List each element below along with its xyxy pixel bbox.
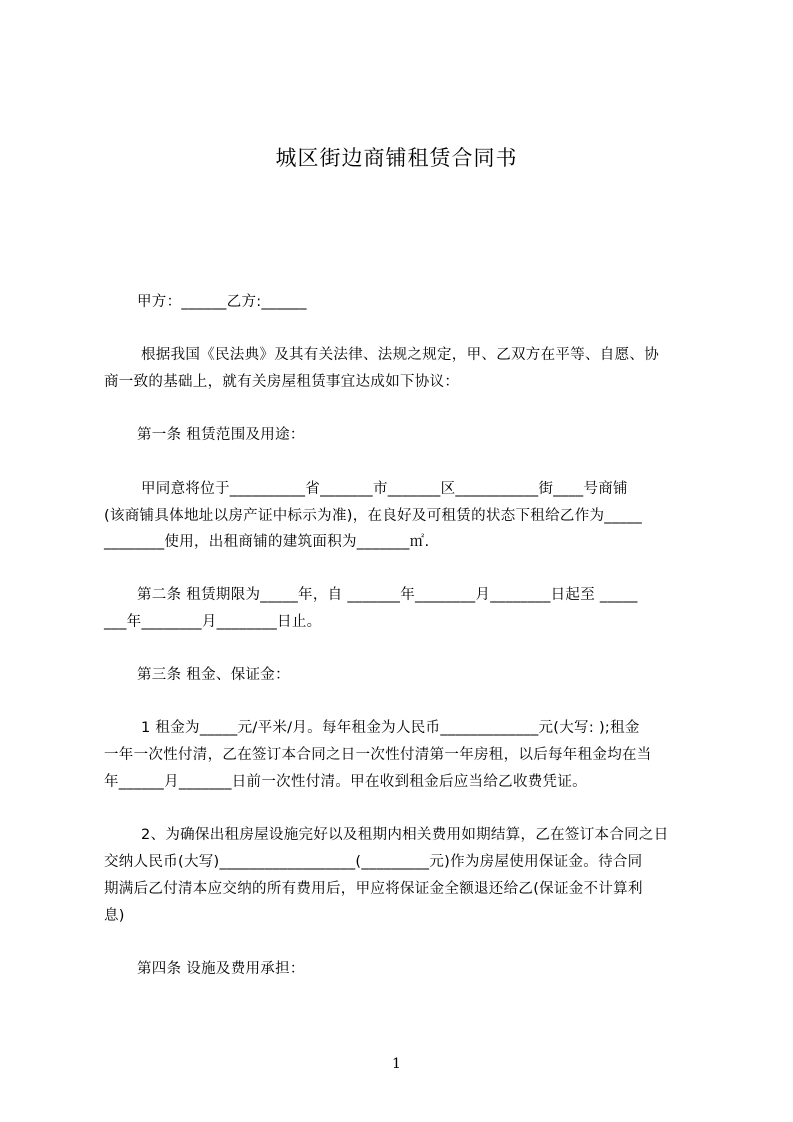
article-1-line-2: (该商铺具体地址以房产证中标示为准)，在良好及可租赁的状态下租给乙作为_____ [104,508,643,524]
article-3-item-1-line-2: 一年一次性付清，乙在签订本合同之日一次性付清第一年房租，以后每年租金均在当 [104,747,652,763]
article-4-heading: 第四条 设施及费用承担： [137,961,305,977]
article-2-line-2: ___年________月________日止。 [104,614,322,630]
parties-line: 甲方：______乙方:______ [137,294,307,310]
article-3-item-1-line-1: 1 租金为_____元/平米/月。每年租金为人民币_____________元(大写: );租金 [141,720,640,736]
article-3-heading: 第三条 租金、保证金： [137,667,290,683]
preamble-line-1: 根据我国《民法典》及其有关法律、法规之规定，甲、乙双方在平等、自愿、协 [141,347,659,363]
preamble-line-2: 商一致的基础上，就有关房屋租赁事宜达成如下协议： [104,374,460,390]
article-3-item-2-line-2: 交纳人民币(大写)__________________(_________元)作为房屋使用保证金。待合同 [104,854,643,870]
page-number: 1 [392,1056,401,1072]
document-title: 城区街边商铺租赁合同书 [275,146,518,170]
article-3-item-2-line-3: 期满后乙付清本应交纳的所有费用后，甲应将保证金全额退还给乙(保证金不计算利 [104,881,643,897]
article-1-line-1: 甲同意将位于__________省_______市_______区___________街____号商铺 [141,481,628,497]
article-2-line-1: 第二条 租赁期限为_____年，自 _______年________月________日起至 _____ [137,587,638,603]
article-3-item-1-line-3: 年______月_______日前一次性付清。甲在收到租金后应当给乙收费凭证。 [104,774,587,790]
article-3-item-2-line-1: 2、为确保出租房屋设施完好以及租期内相关费用如期结算，乙在签订本合同之日 [141,827,669,843]
article-1-heading: 第一条 租赁范围及用途： [137,427,305,443]
article-1-line-3: ________使用，出租商铺的建筑面积为_______㎡. [104,534,430,550]
article-3-item-2-line-4: 息) [104,908,125,924]
